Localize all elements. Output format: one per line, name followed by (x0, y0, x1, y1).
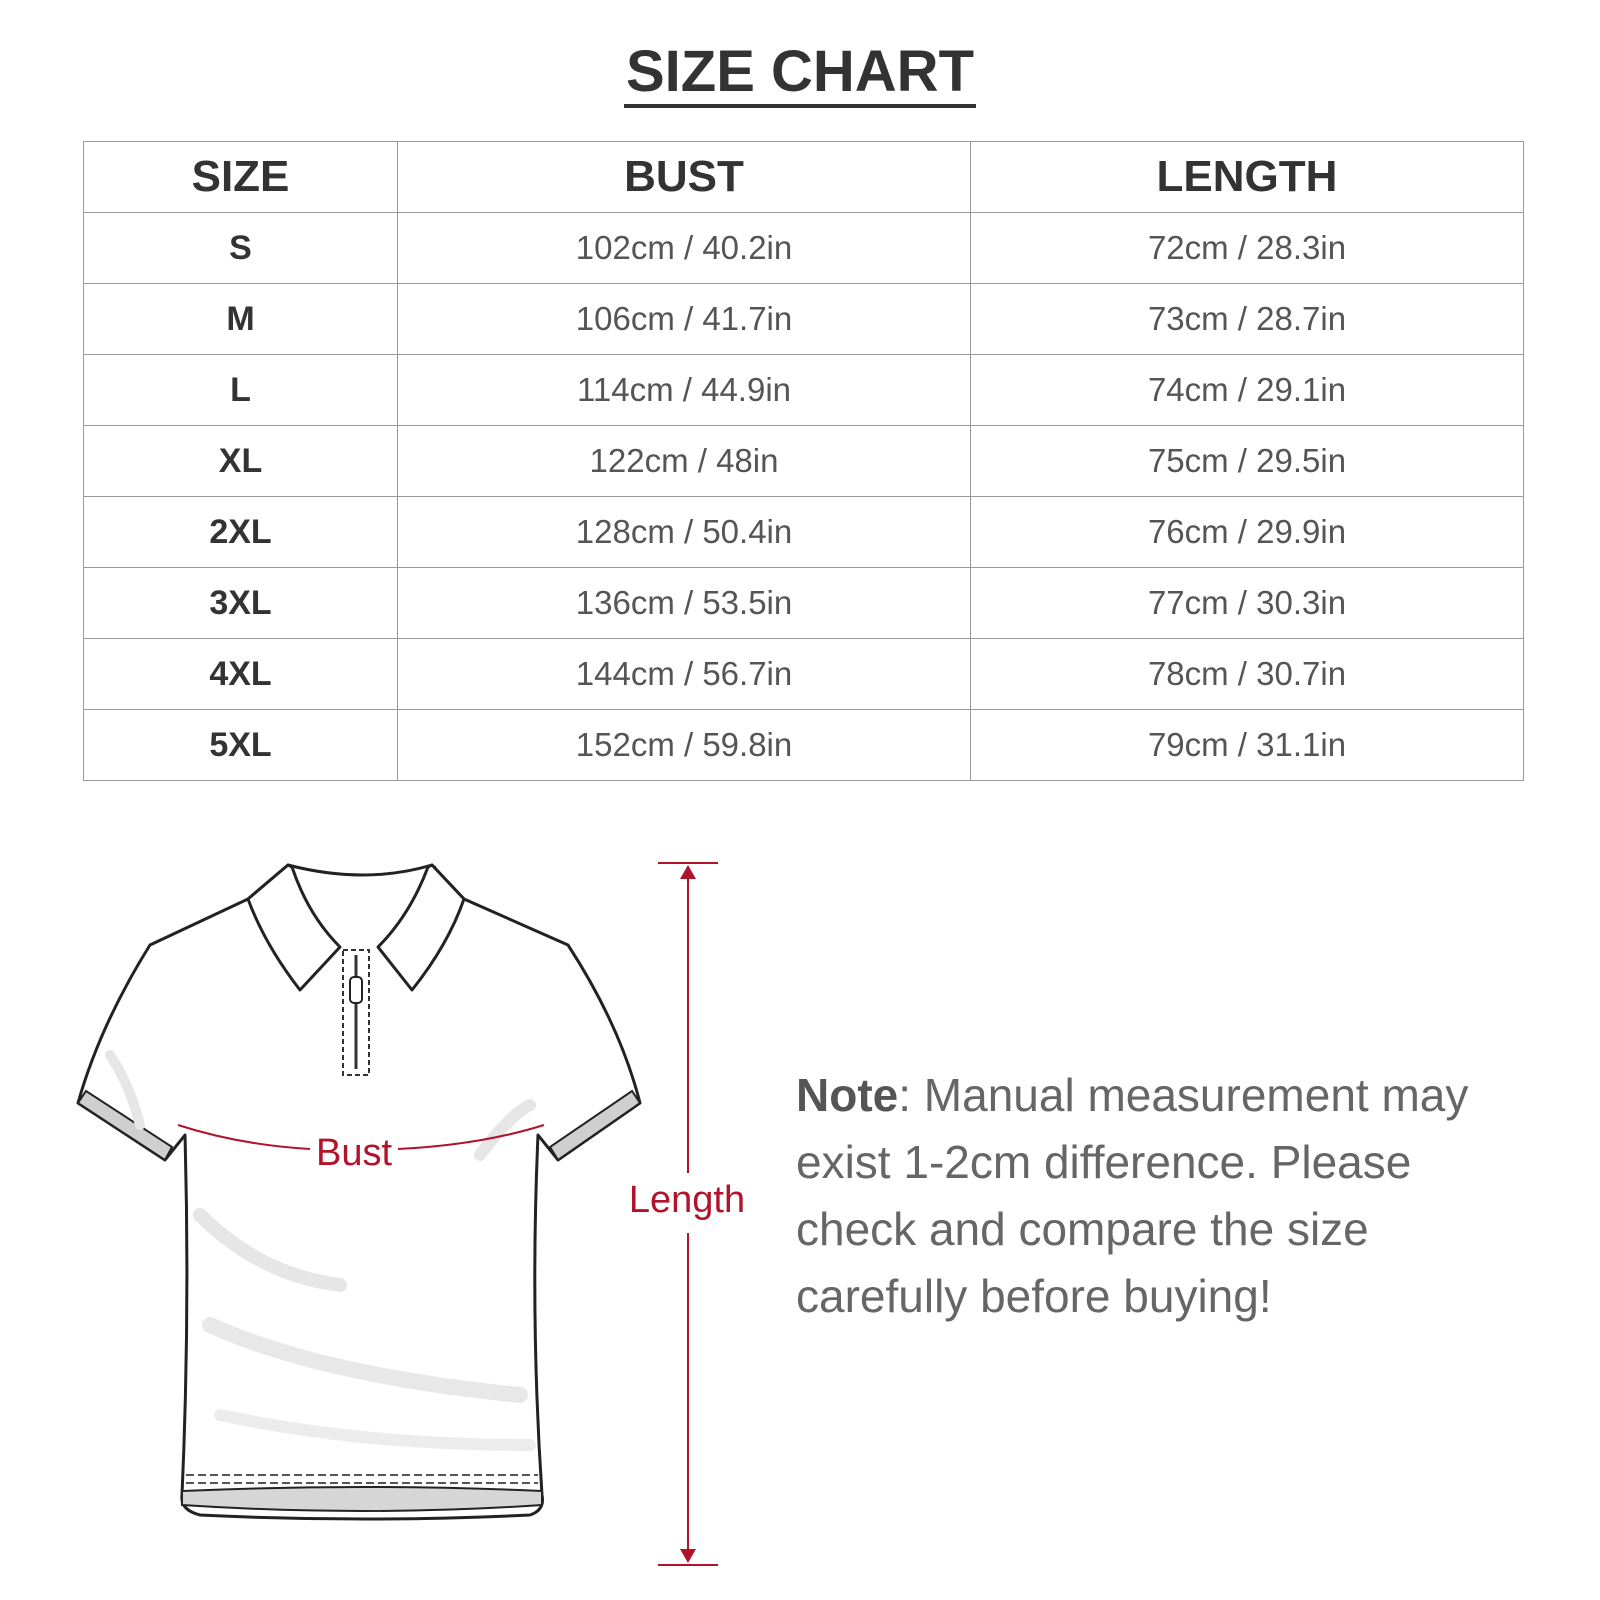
length-cell: 74cm / 29.1in (971, 355, 1524, 426)
size-cell: 3XL (84, 568, 398, 639)
length-cell: 79cm / 31.1in (971, 710, 1524, 781)
bust-cell: 136cm / 53.5in (398, 568, 971, 639)
header-size: SIZE (84, 142, 398, 213)
measurement-note (796, 1062, 1536, 1330)
size-cell: 4XL (84, 639, 398, 710)
bust-cell: 114cm / 44.9in (398, 355, 971, 426)
header-bust: BUST (398, 142, 971, 213)
size-cell: L (84, 355, 398, 426)
table-header-row (84, 142, 1524, 213)
note-text: Manual measurement may exist 1-2cm difference. Please check and compare the size carefully before buying! (796, 1069, 1469, 1322)
table-row (84, 284, 1524, 355)
table-row (84, 426, 1524, 497)
polo-shirt-diagram (60, 855, 780, 1575)
size-cell: 2XL (84, 497, 398, 568)
page-title-text: SIZE CHART (624, 40, 976, 108)
length-label: Length (628, 1179, 746, 1221)
bust-cell: 128cm / 50.4in (398, 497, 971, 568)
hem-band (182, 1487, 542, 1511)
length-cell: 77cm / 30.3in (971, 568, 1524, 639)
note-label: Note (796, 1069, 899, 1121)
length-cell: 78cm / 30.7in (971, 639, 1524, 710)
bust-cell: 106cm / 41.7in (398, 284, 971, 355)
zipper-pull-icon (350, 977, 362, 1003)
size-cell: S (84, 213, 398, 284)
bust-cell: 102cm / 40.2in (398, 213, 971, 284)
bust-cell: 152cm / 59.8in (398, 710, 971, 781)
arrow-up-icon (680, 865, 696, 879)
length-cell: 73cm / 28.7in (971, 284, 1524, 355)
table-row (84, 710, 1524, 781)
bust-cell: 144cm / 56.7in (398, 639, 971, 710)
table-row (84, 639, 1524, 710)
arrow-down-icon (680, 1549, 696, 1563)
size-cell: M (84, 284, 398, 355)
table-row (84, 213, 1524, 284)
length-cell: 76cm / 29.9in (971, 497, 1524, 568)
table-row (84, 355, 1524, 426)
bust-label: Bust (315, 1132, 393, 1174)
size-cell: 5XL (84, 710, 398, 781)
size-table (83, 141, 1524, 781)
table-row (84, 568, 1524, 639)
length-cell: 75cm / 29.5in (971, 426, 1524, 497)
header-length: LENGTH (971, 142, 1524, 213)
page-title (0, 38, 1600, 108)
note-separator: : (898, 1069, 924, 1121)
bust-cell: 122cm / 48in (398, 426, 971, 497)
table-row (84, 497, 1524, 568)
size-cell: XL (84, 426, 398, 497)
length-cell: 72cm / 28.3in (971, 213, 1524, 284)
